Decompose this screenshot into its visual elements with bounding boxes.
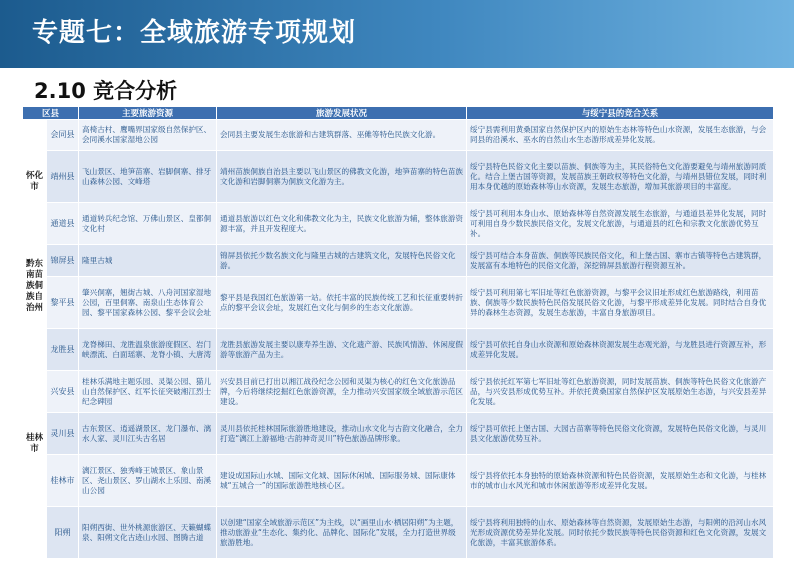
header-county: 区县: [23, 107, 79, 120]
relation-cell: 绥宁县可依托自身山水资源和原始森林资源发展生态观光游，与龙胜县进行资源互补，形成差异化发展。: [467, 329, 774, 371]
relation-cell: 绥宁县依托红军第七军旧址等红色旅游资源，同时发展苗族、侗族等特色民俗文化旅游产品，与兴安县形成优势互补。并依托黄桑国家自然保护区发展原始生态游，与兴安县差异化发展。: [467, 371, 774, 413]
status-cell: 龙胜县旅游发展主要以康寿养生游、文化遗产游、民族风情游、休闲度假游等旅游产品为主。: [217, 329, 467, 371]
status-cell: 锦屏县依托少数名族文化与隆里古城的古建筑文化，发展特色民俗文化游。: [217, 245, 467, 277]
table-header-row: [23, 107, 774, 120]
resources-cell: 隆里古城: [79, 245, 217, 277]
resources-cell: 通道转兵纪念馆、万佛山景区、皇都侗文化村: [79, 203, 217, 245]
status-cell: 黎平县是我国红色旅游第一站。依托丰富的民族传统工艺和长征重要转折点的黎平会议会址，发展红色文化与侗乡的生态文化旅游。: [217, 277, 467, 329]
county-cell: 阳朔: [47, 507, 79, 559]
status-cell: 兴安县目前已打出以湘江战役纪念公园和灵渠为核心的红色文化旅游品牌，今后将继续挖掘红色旅游资源，全力推动兴安国家级全域旅游示范区建设。: [217, 371, 467, 413]
county-cell: 靖州县: [47, 151, 79, 203]
status-cell: 靖州苗族侗族自治县主要以飞山景区的佛教文化游，地笋苗寨的特色苗族文化游和岩脚侗寨为侗族文化游为主。: [217, 151, 467, 203]
status-cell: 灵川县依托桂林国际旅游胜地建设，推动山水文化与古韵文化融合，全力打造“漓江上游福地·古韵神奇灵川”特色旅游品牌形象。: [217, 413, 467, 455]
county-cell: 兴安县: [47, 371, 79, 413]
county-cell: 通道县: [47, 203, 79, 245]
table-row: [23, 455, 774, 507]
county-cell: 龙胜县: [47, 329, 79, 371]
region-cell: 桂林市: [23, 329, 47, 559]
relation-cell: 绥宁县特色民俗文化主要以苗族、侗族等为主，其民俗特色文化游要避免与靖州旅游同质化。结合上堡古国等资源，发展苗族王朝政权等特色文化游，与靖州县错位发展，同时利用本身优越的原始森林等山水资源，发展生态旅游，增加其旅游项目的丰富度。: [467, 151, 774, 203]
status-cell: 通道县旅游以红色文化和佛教文化为主，民族文化旅游为辅，整体旅游资源丰富，并且开发程度大。: [217, 203, 467, 245]
relation-cell: 绥宁县将依托本身独特的原始森林资源和特色民俗资源，发展原始生态和文化游，与桂林市的城市山水风光和城市休闲旅游等形成差异化发展。: [467, 455, 774, 507]
resources-cell: 桂林乐满地主题乐园、灵渠公园、猫儿山自然保护区、红军长征突破湘江烈士纪念碑园: [79, 371, 217, 413]
county-cell: 锦屏县: [47, 245, 79, 277]
status-cell: 建设成国际山水城、国际文化城、国际休闲城、国际服务城、国际康体城“五城合一”的国际旅游胜地核心区。: [217, 455, 467, 507]
county-cell: 桂林市: [47, 455, 79, 507]
table-row: [23, 329, 774, 371]
resources-cell: 阳朔西街、世外桃源旅游区、天籁蝴蝶泉、阳朔文化古迹山水园、图腾古道: [79, 507, 217, 559]
region-cell: 黔东南苗族侗族自治州: [23, 245, 47, 329]
table-row: [23, 203, 774, 245]
resources-cell: 飞山景区、地笋苗寨、岩脚侗寨、排牙山森林公园、文峰塔: [79, 151, 217, 203]
relation-cell: 绥宁县可依托上堡古国、大园古苗寨等特色民俗文化资源，发展特色民俗文化游，与灵川县文化旅游优势互补。: [467, 413, 774, 455]
relation-cell: 绥宁县可利用本身山水、原始森林等自然资源发展生态旅游，与通道县差异化发展，同时可利用自身少数民族民俗文化，发展文化旅游，与通道县的红色和宗教文化旅游优势互补。: [467, 203, 774, 245]
header-relation: 与绥宁县的竞合关系: [467, 107, 774, 120]
section-heading: 2.10 竞合分析: [34, 79, 178, 103]
page-title: 专题七：全域旅游专项规划: [32, 18, 357, 48]
status-cell: 会同县主要发展生态旅游和古建筑群落、巫傩等特色民族文化游。: [217, 120, 467, 151]
title-banner: [0, 0, 794, 68]
relation-cell: 绥宁县需利用黄桑国家自然保护区内的原始生态林等特色山水资源，发展生态旅游，与会同县的沿溪水、巫水的自然山水生态游形成差异化发展。: [467, 120, 774, 151]
region-cell: 怀化市: [23, 120, 47, 245]
county-cell: 会同县: [47, 120, 79, 151]
table-row: [23, 245, 774, 277]
relation-cell: 绥宁县将利用独特的山水、原始森林等自然资源，发展原始生态游，与阳朔的沿河山水风光形成资源优势差异化发展。同时依托少数民族等特色民俗资源和红色文化资源，发展文化旅游，丰富其旅游体系。: [467, 507, 774, 559]
competition-table: [22, 106, 774, 559]
relation-cell: 绥宁县可结合本身苗族、侗族等民族民俗文化，和上堡古国、寨市古镇等特色古建筑群，发展富有本地特色的民俗文化游，深挖锦屏县旅游行程资源互补。: [467, 245, 774, 277]
county-cell: 黎平县: [47, 277, 79, 329]
table-row: [23, 413, 774, 455]
relation-cell: 绥宁县可利用第七军旧址等红色旅游资源，与黎平会议旧址形成红色旅游路线，利用苗族、侗族等少数民族特色民俗发展民俗文化游，与黎平形成差异化发展。同时结合自身优异的森林生态资源，发展生态旅游，丰富自身旅游项目。: [467, 277, 774, 329]
table-row: [23, 371, 774, 413]
table-row: [23, 120, 774, 151]
table-row: [23, 151, 774, 203]
resources-cell: 古东景区、逍遥湖景区、龙门瀑布、漓水人家、灵川江头古名居: [79, 413, 217, 455]
resources-cell: 漓江景区、独秀峰王城景区、象山景区、尧山景区、罗山湖水上乐园、南溪山公园: [79, 455, 217, 507]
resources-cell: 肇兴侗寨，翘街古城、八舟河国家湿地公园，百里侗寨、南泉山生态体育公园、黎平国家森林公园、黎平会议会址: [79, 277, 217, 329]
header-status: 旅游发展状况: [217, 107, 467, 120]
header-resources: 主要旅游资源: [79, 107, 217, 120]
status-cell: 以创建“国家全域旅游示范区”为主线，以“画里山水·栖居阳朔”为主题，推动旅游业“生态化、集约化、品牌化、国际化”发展，全力打造世界级旅游胜地。: [217, 507, 467, 559]
resources-cell: 高椅古村、鹰嘴界国家级自然保护区、会同溪水国家湿地公园: [79, 120, 217, 151]
resources-cell: 龙脊梯田、龙胜温泉旅游度假区、岩门峡漂流、白面瑶寨、龙脊小镇、大唐湾: [79, 329, 217, 371]
table-row: [23, 507, 774, 559]
county-cell: 灵川县: [47, 413, 79, 455]
table-row: [23, 277, 774, 329]
